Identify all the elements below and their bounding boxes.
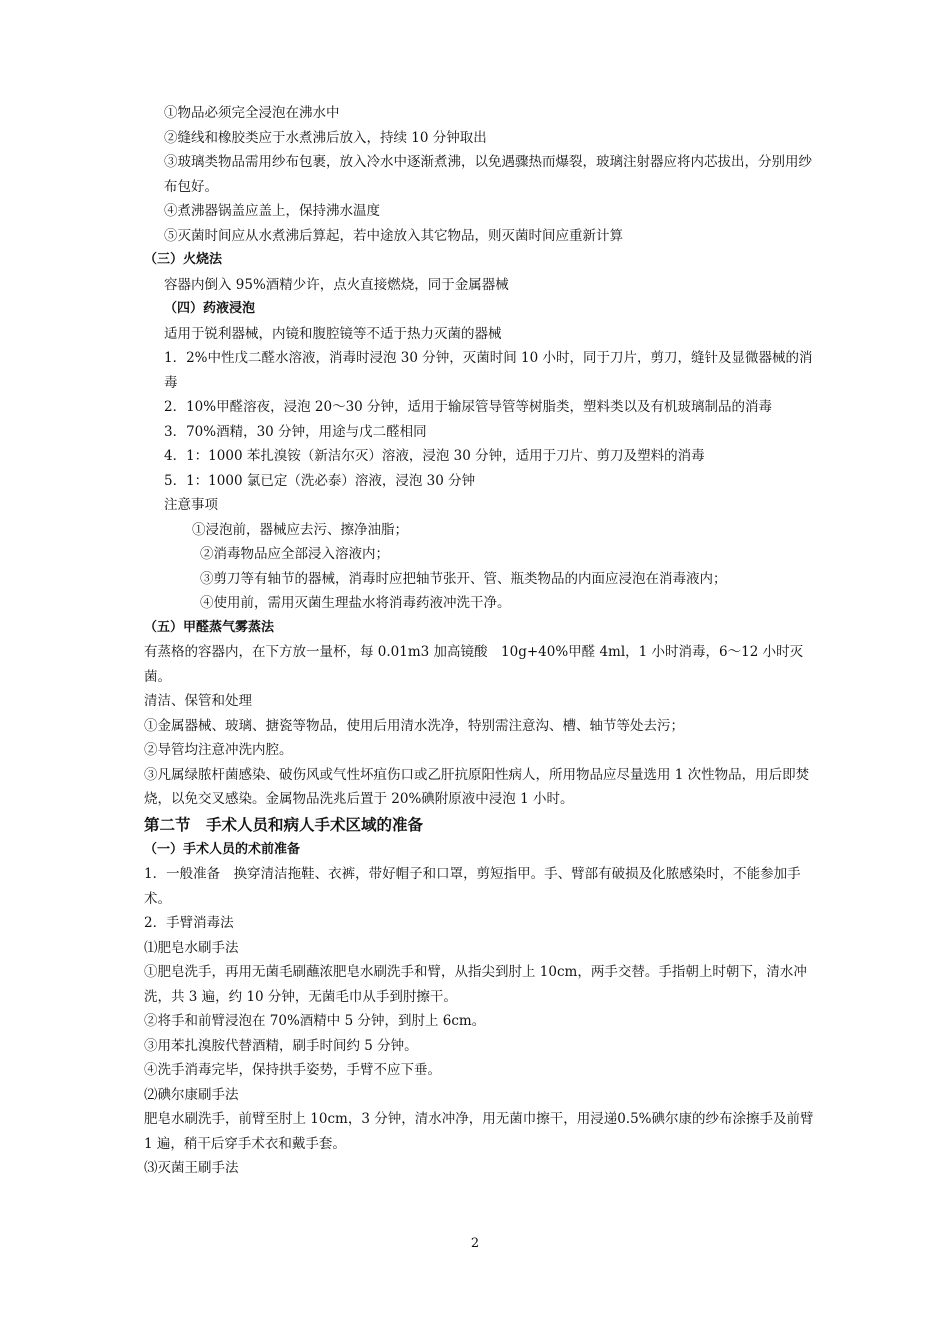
text-line: ⑵碘尔康刷手法 — [144, 1086, 239, 1103]
text-line: ②将手和前臂浸泡在 70%酒精中 5 分钟，到肘上 6cm。 — [144, 1013, 486, 1029]
text-line: 有蒸格的容器内，在下方放一量杯，每 0.01m3 加高镜酸 10g+40%甲醛 4ml，1 小时消毒，6～12 小时灭菌。 — [144, 644, 804, 685]
text-line: ②缝线和橡胶类应于水煮沸后放入，持续 10 分钟取出 — [164, 129, 487, 146]
text-line: ③凡属绿脓杆菌感染、破伤风或气性坏疽伤口或乙肝抗原阳性病人，所用物品应尽量选用 1 次性物品，用后即焚烧，以免交叉感染。金属物品洗兆后置于 20%碘附原液中浸泡 1 小时。 — [144, 766, 810, 807]
text-line: ③玻璃类物品需用纱布包裹，放入冷水中逐渐煮沸，以免遇骤热而爆裂，玻璃注射器应将内芯拔出，分别用纱布包好。 — [164, 154, 812, 195]
text-line: 1．一般准备 换穿清洁拖鞋、衣裤，带好帽子和口罩，剪短指甲。手、臂部有破损及化脓感染时，不能参加手术。 — [144, 866, 801, 907]
subsection-heading: （一）手术人员的术前准备 — [144, 841, 301, 857]
text-line: ①浸泡前，器械应去污、擦净油脂； — [192, 521, 408, 538]
text-line: ①金属器械、玻璃、搪瓷等物品，使用后用清水洗净，特别需注意沟、槽、轴节等处去污； — [144, 717, 684, 734]
text-line: ③剪刀等有轴节的器械，消毒时应把轴节张开、管、瓶类物品的内面应浸泡在消毒液内； — [200, 570, 727, 587]
text-line: ④洗手消毒完毕，保持拱手姿势，手臂不应下垂。 — [144, 1062, 441, 1078]
subsection-heading: （五）甲醛蒸气雾蒸法 — [144, 619, 275, 635]
text-line: 2．10%甲醛溶夜，浸泡 20～30 分钟，适用于输尿管导管等树脂类，塑料类以及有机玻璃制品的消毒 — [164, 399, 773, 415]
page-number: 2 — [470, 1236, 480, 1251]
text-line: ⑤灭菌时间应从水煮沸后算起，若中途放入其它物品，则灭菌时间应重新计算 — [164, 227, 623, 244]
text-line: ①物品必须完全浸泡在沸水中 — [164, 105, 340, 121]
text-line: 注意事项 — [164, 497, 218, 513]
text-line: ②消毒物品应全部浸入溶液内； — [200, 546, 389, 562]
text-line: ④使用前，需用灭菌生理盐水将消毒药液冲洗干净。 — [200, 595, 511, 611]
text-line: 容器内倒入 95%酒精少许，点火直接燃烧，同于金属器械 — [164, 276, 509, 293]
text-line: ①肥皂洗手，再用无菌毛刷蘸浓肥皂水刷洗手和臂，从指尖到肘上 10cm，两手交替。手指朝上时朝下，清水冲洗，共 3 遍，约 10 分钟，无菌毛巾从手到肘擦干。 — [144, 964, 807, 1005]
text-line: 适用于锐利器械，内镜和腹腔镜等不适于热力灭菌的器械 — [164, 325, 502, 342]
text-line: 5．1：1000 氯已定（洗必泰）溶液，浸泡 30 分钟 — [164, 472, 476, 489]
page-body — [144, 101, 816, 1181]
subsection-heading: （三）火烧法 — [144, 252, 223, 267]
section-heading: 第二节 手术人员和病人手术区域的准备 — [144, 815, 424, 834]
text-line: 肥皂水刷洗手，前臂至肘上 10cm，3 分钟，清水冲净，用无菌巾擦干，用浸递0.5%碘尔康的纱布涂擦手及前臂 1 遍，稍干后穿手术衣和戴手套。 — [144, 1111, 814, 1152]
text-line: 1．2%中性戊二醛水溶液，消毒时浸泡 30 分钟，灭菌时间 10 小时，同于刀片，剪刀，缝针及显微器械的消毒 — [164, 350, 813, 391]
text-line: ④煮沸器锅盖应盖上，保持沸水温度 — [164, 203, 380, 219]
text-line: 3．70%酒精，30 分钟，用途与戊二醛相同 — [164, 423, 427, 440]
text-line: 2．手臂消毒法 — [144, 915, 234, 931]
text-line: 4．1：1000 苯扎溴铵（新洁尔灭）溶液，浸泡 30 分钟，适用于刀片、剪刀及塑料的消毒 — [164, 448, 705, 464]
subsection-heading: （四）药液浸泡 — [164, 301, 256, 316]
text-line: ⑶灭菌王刷手法 — [144, 1160, 239, 1176]
text-line: 清洁、保管和处理 — [144, 693, 252, 709]
text-line: ⑴肥皂水刷手法 — [144, 939, 239, 956]
text-line: ③用苯扎溴胺代替酒精，刷手时间约 5 分钟。 — [144, 1037, 418, 1054]
text-line: ②导管均注意冲洗内腔。 — [144, 742, 293, 758]
